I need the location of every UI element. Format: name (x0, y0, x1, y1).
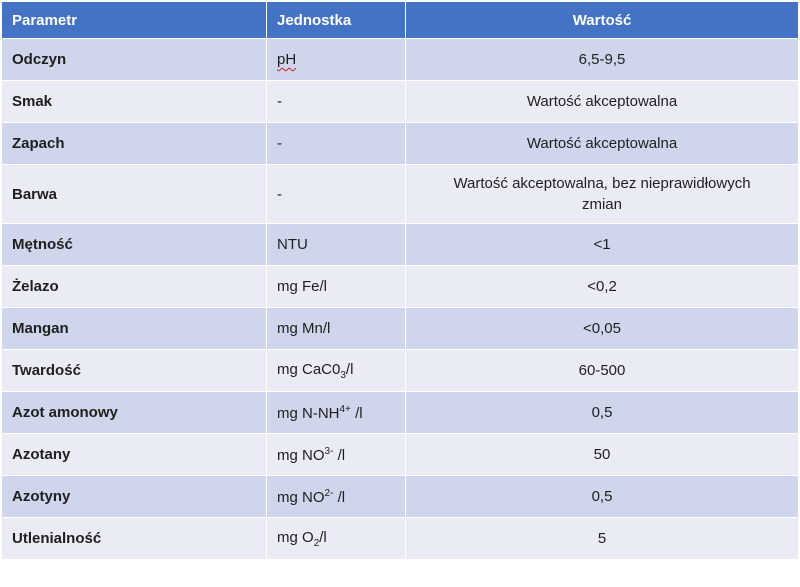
header-jednostka: Jednostka (267, 2, 406, 39)
header-row (2, 2, 799, 39)
unit-tail: /l (333, 446, 346, 464)
parameters-table (1, 1, 799, 560)
param-name: Azotyny (2, 476, 267, 518)
table-row (2, 350, 799, 392)
unit-base: mg CaC0 (277, 360, 341, 378)
table-row (2, 392, 799, 434)
unit-tail: /l (333, 488, 346, 506)
param-value: 6,5-9,5 (406, 39, 799, 81)
param-value: <0,05 (406, 308, 799, 350)
param-value: 50 (406, 434, 799, 476)
value-line: zmian (581, 196, 622, 213)
table-row (2, 165, 799, 224)
param-value: 5 (406, 518, 799, 560)
table-row (2, 518, 799, 560)
header-parametr: Parametr (2, 2, 267, 39)
param-unit (267, 476, 406, 518)
param-value: 0,5 (406, 392, 799, 434)
param-name: Twardość (2, 350, 267, 392)
param-name: Azot amonowy (2, 392, 267, 434)
param-name: Mętność (2, 224, 267, 266)
param-value: Wartość akceptowalna (406, 81, 799, 123)
unit-superscript: 3- (324, 445, 334, 457)
table-row (2, 224, 799, 266)
table-header (2, 2, 799, 39)
param-value (406, 165, 799, 224)
param-value: 60-500 (406, 350, 799, 392)
table-row (2, 476, 799, 518)
param-unit: NTU (267, 224, 406, 266)
table-row (2, 39, 799, 81)
param-unit (267, 434, 406, 476)
unit-base: mg N-NH (277, 404, 340, 422)
table-row (2, 81, 799, 123)
param-value: <1 (406, 224, 799, 266)
unit-base: mg NO (277, 488, 325, 506)
table-row (2, 266, 799, 308)
param-unit: - (267, 81, 406, 123)
param-unit: - (267, 123, 406, 165)
param-value: 0,5 (406, 476, 799, 518)
table-row (2, 308, 799, 350)
param-name: Odczyn (2, 39, 267, 81)
unit-tail: /l (345, 360, 354, 378)
param-unit (267, 350, 406, 392)
param-value: <0,2 (406, 266, 799, 308)
table-body (2, 39, 799, 560)
param-unit (267, 518, 406, 560)
param-unit (267, 392, 406, 434)
unit-base: mg NO (277, 446, 325, 464)
unit-subscript: 3 (340, 369, 346, 381)
param-name: Smak (2, 81, 267, 123)
param-name: Zapach (2, 123, 267, 165)
param-unit: mg Fe/l (267, 266, 406, 308)
value-line: Wartość akceptowalna, bez nieprawidłowych (453, 175, 751, 192)
param-unit: mg Mn/l (267, 308, 406, 350)
unit-subscript: 2 (313, 537, 320, 549)
unit-superscript: 4+ (339, 403, 351, 415)
param-unit (267, 39, 406, 81)
unit-base: pH (277, 51, 297, 68)
param-unit: - (267, 165, 406, 224)
param-name: Mangan (2, 308, 267, 350)
param-name: Azotany (2, 434, 267, 476)
param-name: Barwa (2, 165, 267, 224)
unit-tail: /l (319, 528, 327, 546)
param-name: Utlenialność (2, 518, 267, 560)
unit-base: mg O (277, 528, 314, 546)
header-wartosc: Wartość (406, 2, 799, 39)
unit-tail: /l (350, 404, 363, 422)
table-row (2, 434, 799, 476)
param-value: Wartość akceptowalna (406, 123, 799, 165)
table-row (2, 123, 799, 165)
param-name: Żelazo (2, 266, 267, 308)
unit-superscript: 2- (324, 487, 334, 499)
